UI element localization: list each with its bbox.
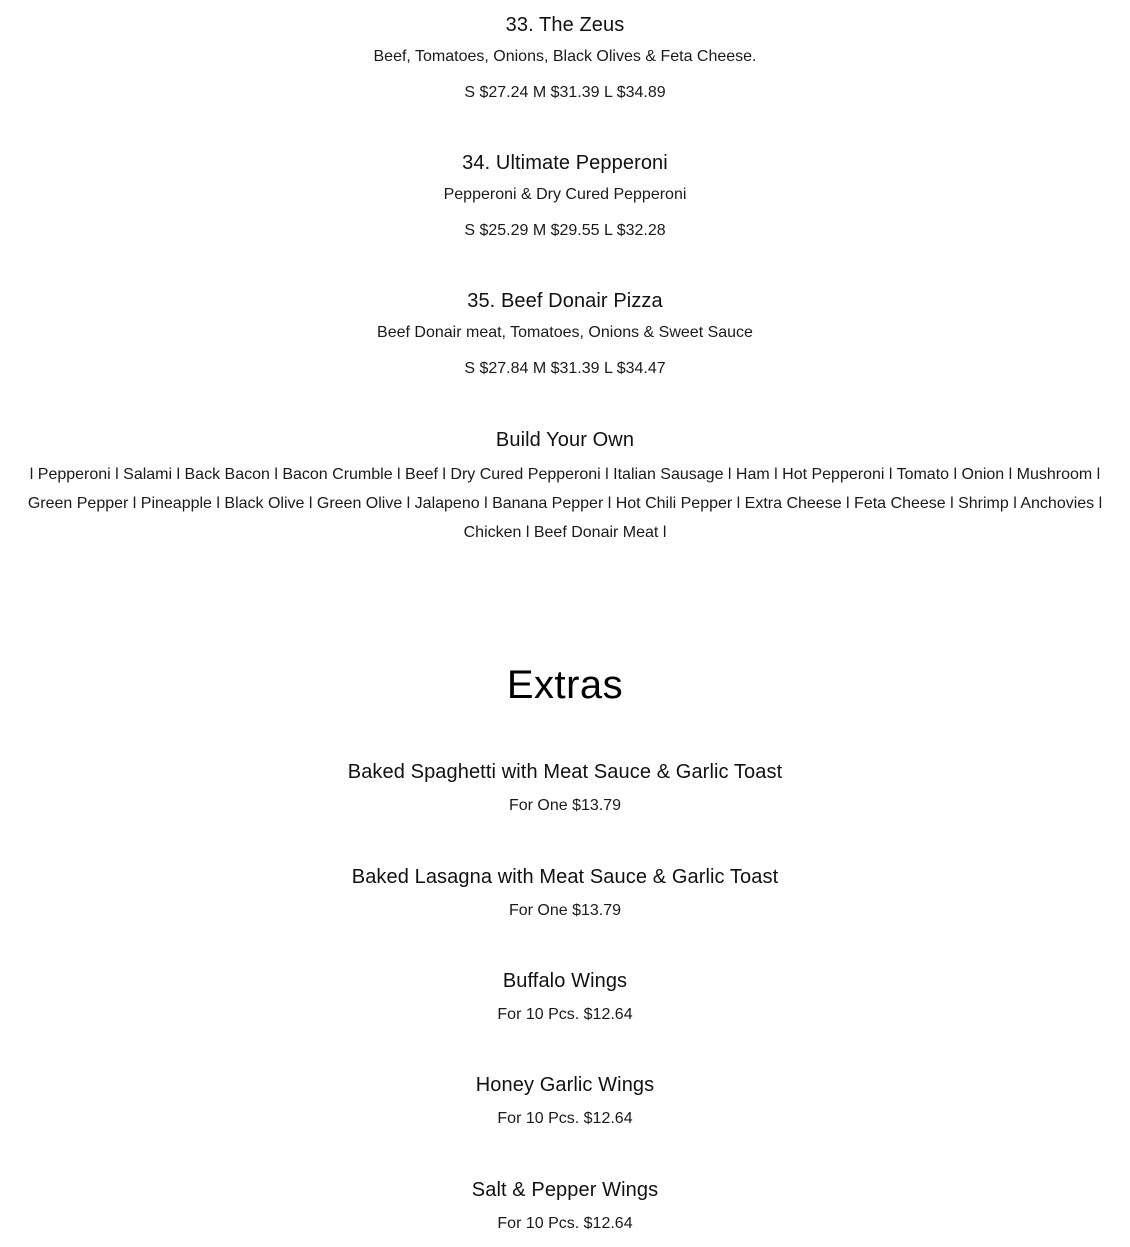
extra-item-price: For One $13.79	[508, 902, 622, 919]
build-your-own-toppings: l Pepperoni l Salami l Back Bacon l Bacon Crumble l Beef l Dry Cured Pepperoni l Italian Sausage l Ham l Hot Pepperoni l Tomato l Onion l Mushroom l Green Pepper l Pineapple l Black Olive l Green Olive l Jalapeno l Banana Pepper l Hot Chili Pepper l Extra Cheese l Feta Cheese l Shrimp l Anchovies l Chicken l Beef Donair Meat l	[27, 466, 1103, 541]
menu-item-beef-donair-pizza	[0, 289, 1130, 379]
menu-item-description: Beef Donair meat, Tomatoes, Onions & Sweet Sauce	[377, 324, 753, 341]
menu-item-price: S $27.24 M $31.39 L $34.89	[464, 84, 666, 101]
menu-item-description: Beef, Tomatoes, Onions, Black Olives & Feta Cheese.	[373, 48, 757, 65]
extra-item-title: Honey Garlic Wings	[475, 1074, 655, 1096]
extra-item-price: For 10 Pcs. $12.64	[497, 1006, 633, 1023]
extra-item-price: For 10 Pcs. $12.64	[497, 1215, 633, 1232]
extra-item-price: For 10 Pcs. $12.64	[497, 1110, 633, 1127]
extras-section-title: Extras	[506, 663, 624, 707]
extra-item-baked-lasagna	[0, 865, 1130, 921]
build-your-own-title: Build Your Own	[495, 429, 635, 451]
menu-item-price: S $27.84 M $31.39 L $34.47	[464, 360, 666, 377]
menu-item-title: 34. Ultimate Pepperoni	[462, 152, 668, 174]
menu-item-price: S $25.29 M $29.55 L $32.28	[464, 222, 666, 239]
menu-item-description: Pepperoni & Dry Cured Pepperoni	[443, 186, 687, 203]
extra-item-honey-garlic-wings	[0, 1073, 1130, 1129]
extra-item-buffalo-wings	[0, 969, 1130, 1025]
extra-item-title: Baked Lasagna with Meat Sauce & Garlic Toast	[351, 866, 779, 888]
extra-item-title: Salt & Pepper Wings	[471, 1179, 659, 1201]
extra-item-price: For One $13.79	[508, 797, 622, 814]
extra-item-title: Buffalo Wings	[502, 970, 628, 992]
extra-item-baked-spaghetti	[0, 760, 1130, 816]
extra-item-salt-pepper-wings	[0, 1178, 1130, 1234]
menu-item-title: 33. The Zeus	[505, 14, 625, 36]
menu-item-title: 35. Beef Donair Pizza	[467, 290, 663, 312]
extra-item-title: Baked Spaghetti with Meat Sauce & Garlic Toast	[347, 761, 783, 783]
menu-item-the-zeus	[0, 13, 1130, 103]
build-your-own	[0, 428, 1130, 547]
menu-item-ultimate-pepperoni	[0, 151, 1130, 241]
